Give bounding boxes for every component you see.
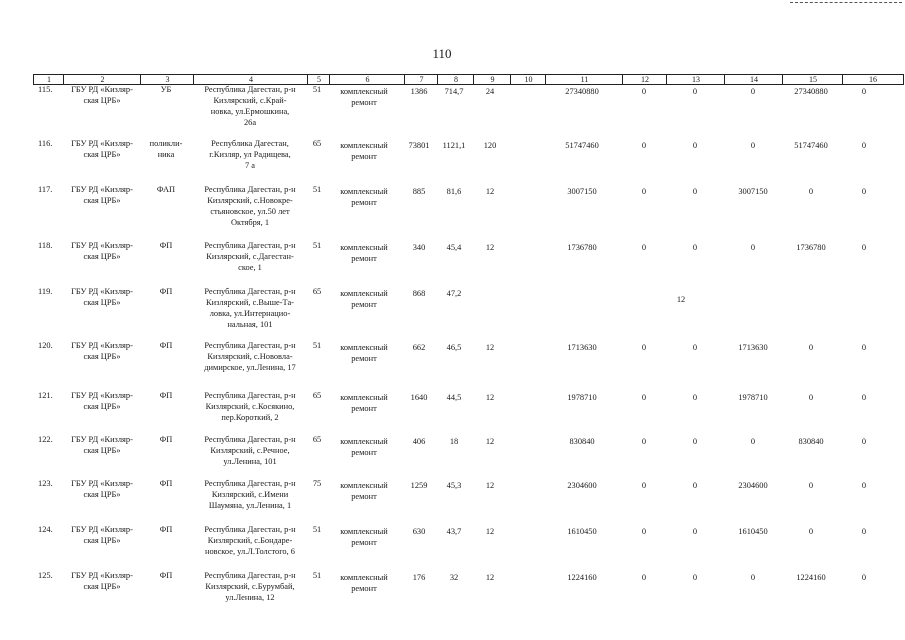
header-cell: 2 (63, 74, 141, 85)
col-16: 0 (861, 87, 867, 96)
col-16: 0 (861, 243, 867, 252)
header-cell: 16 (842, 74, 904, 85)
org-name: ГБУ РД «Кизляр- ская ЦРБ» (71, 525, 133, 545)
org-name: ГБУ РД «Кизляр- ская ЦРБ» (71, 391, 133, 411)
work-type: комплексный ремонт (340, 527, 388, 547)
facility-type: ФП (159, 287, 173, 296)
col-13: 0 (692, 573, 698, 582)
col-14: 1978710 (738, 393, 768, 402)
facility-type: ФАП (156, 185, 176, 194)
org-name: ГБУ РД «Кизляр- ская ЦРБ» (71, 85, 133, 105)
col-13: 0 (692, 243, 698, 252)
col-11-total: 1610450 (567, 527, 597, 536)
col-9: 120 (483, 141, 497, 150)
col-11-total: 1713630 (567, 343, 597, 352)
col-5: 51 (312, 185, 322, 194)
facility-type: ФП (159, 435, 173, 444)
col-15: 1736780 (796, 243, 826, 252)
col-16: 0 (861, 573, 867, 582)
work-type: комплексный ремонт (340, 187, 388, 207)
col-7: 630 (412, 527, 426, 536)
header-cell: 7 (404, 74, 438, 85)
col-12: 0 (641, 437, 647, 446)
col-12: 0 (641, 141, 647, 150)
col-14: 1610450 (738, 527, 768, 536)
address: Республика Дагестан, р-н Кизлярский, с.Косякино, пер.Короткий, 2 (204, 391, 296, 422)
col-8: 18 (449, 437, 459, 446)
col-15: 0 (808, 527, 814, 536)
row-number: 117. (38, 185, 53, 194)
address: Республика Дагестан, р-н Кизлярский, с.Бурумбай, ул.Ленина, 12 (204, 571, 296, 602)
address: Республика Дагестан, р-н Кизлярский, с.Выше-Та- ловка, ул.Интернацио- нальная, 101 (204, 287, 296, 329)
col-15: 0 (808, 393, 814, 402)
address: Республика Дагестан, р-н Кизлярский, с.Новокре- стьяновское, ул.50 лет Октября, 1 (204, 185, 296, 227)
col-15: 830840 (798, 437, 824, 446)
col-8: 714,7 (444, 87, 464, 96)
col-5: 51 (312, 341, 322, 350)
work-type: комплексный ремонт (340, 481, 388, 501)
org-name: ГБУ РД «Кизляр- ская ЦРБ» (71, 185, 133, 205)
col-5: 51 (312, 525, 322, 534)
facility-type: ФП (159, 571, 173, 580)
col-9: 12 (485, 481, 495, 490)
col-5: 65 (312, 391, 322, 400)
row-number: 121. (38, 391, 53, 400)
facility-type: УБ (160, 85, 172, 94)
col-5: 65 (312, 139, 322, 148)
org-name: ГБУ РД «Кизляр- ская ЦРБ» (71, 139, 133, 159)
facility-type: ФП (159, 479, 173, 488)
col-8: 81,6 (446, 187, 462, 196)
col-5: 75 (312, 479, 322, 488)
header-cell: 1 (33, 74, 64, 85)
top-rule (790, 2, 902, 3)
col-8: 45,3 (446, 481, 462, 490)
col-12: 0 (641, 393, 647, 402)
col-13: 0 (692, 393, 698, 402)
col-7: 73801 (408, 141, 430, 150)
header-cell: 5 (307, 74, 330, 85)
col-7: 340 (412, 243, 426, 252)
row-number: 123. (38, 479, 53, 488)
col-9: 12 (485, 393, 495, 402)
col-13: 0 (692, 343, 698, 352)
col-15: 0 (808, 187, 814, 196)
col-7: 885 (412, 187, 426, 196)
header-cell: 13 (666, 74, 725, 85)
col-9: 12 (485, 343, 495, 352)
org-name: ГБУ РД «Кизляр- ская ЦРБ» (71, 341, 133, 361)
col-11-total: 830840 (569, 437, 595, 446)
col-9: 12 (485, 243, 495, 252)
facility-type: ФП (159, 341, 173, 350)
work-type: комплексный ремонт (340, 87, 388, 107)
row-number: 119. (38, 287, 53, 296)
col-7: 662 (412, 343, 426, 352)
col-8: 32 (449, 573, 459, 582)
row-number: 115. (38, 85, 53, 94)
work-type: комплексный ремонт (340, 289, 388, 309)
col-12: 0 (641, 481, 647, 490)
col-15: 1224160 (796, 573, 826, 582)
org-name: ГБУ РД «Кизляр- ская ЦРБ» (71, 479, 133, 499)
address: Республика Дагестан, р-н Кизлярский, с.Край- новка, ул.Ермошкина, 26а (204, 85, 296, 127)
facility-type: ФП (159, 525, 173, 534)
col-12: 0 (641, 343, 647, 352)
row-number: 120. (38, 341, 53, 350)
address: Республика Дагестан, р-н Кизлярский, с.Речное, ул.Ленина, 101 (204, 435, 296, 466)
col-13: 0 (692, 527, 698, 536)
header-cell: 3 (140, 74, 194, 85)
col-14: 2304600 (738, 481, 768, 490)
col-7: 1640 (410, 393, 428, 402)
address: Республика Дагестан, р-н Кизлярский, с.Дагестан- ское, 1 (204, 241, 296, 272)
header-cell: 8 (437, 74, 474, 85)
row-number: 125. (38, 571, 53, 580)
header-cell: 10 (510, 74, 546, 85)
col-12: 0 (641, 527, 647, 536)
col-16: 0 (861, 481, 867, 490)
col-8: 1121,1 (442, 141, 466, 150)
header-cell: 12 (622, 74, 667, 85)
col-14: 0 (750, 573, 756, 582)
col-8: 43,7 (446, 527, 462, 536)
col-8: 47,2 (446, 289, 462, 298)
col-15: 27340880 (794, 87, 828, 96)
header-cell: 4 (193, 74, 308, 85)
col-14: 0 (750, 243, 756, 252)
org-name: ГБУ РД «Кизляр- ская ЦРБ» (71, 435, 133, 455)
col-12: 0 (641, 243, 647, 252)
work-type: комплексный ремонт (340, 343, 388, 363)
col-16: 0 (861, 437, 867, 446)
col-16: 0 (861, 141, 867, 150)
col-7: 176 (412, 573, 426, 582)
col-15: 0 (808, 343, 814, 352)
col-14: 0 (750, 437, 756, 446)
col-13: 0 (692, 141, 698, 150)
org-name: ГБУ РД «Кизляр- ская ЦРБ» (71, 571, 133, 591)
col-14: 0 (750, 141, 756, 150)
col-5: 51 (312, 571, 322, 580)
org-name: ГБУ РД «Кизляр- ская ЦРБ» (71, 287, 133, 307)
header-cell: 6 (329, 74, 405, 85)
col-5: 51 (312, 85, 322, 94)
facility-type: поликли- ника (149, 139, 183, 159)
col-16: 0 (861, 343, 867, 352)
col-11-total: 51747460 (565, 141, 599, 150)
col-8: 44,5 (446, 393, 462, 402)
col-12: 0 (641, 573, 647, 582)
col-11-total: 1224160 (567, 573, 597, 582)
address: Республика Дагестан, р-н Кизлярский, с.Нововла- димирское, ул.Ленина, 17 (204, 341, 296, 372)
address: Республика Дагестан, р-н Кизлярский, с.Имени Шаумяна, ул.Ленина, 1 (204, 479, 296, 510)
col-11-total: 1978710 (567, 393, 597, 402)
row-number: 122. (38, 435, 53, 444)
row-number: 118. (38, 241, 53, 250)
col-16: 0 (861, 527, 867, 536)
work-type: комплексный ремонт (340, 573, 388, 593)
header-cell: 11 (545, 74, 623, 85)
col-9: 24 (485, 87, 495, 96)
col-7: 1386 (410, 87, 428, 96)
col-9: 12 (485, 187, 495, 196)
facility-type: ФП (159, 391, 173, 400)
facility-type: ФП (159, 241, 173, 250)
col-7: 868 (412, 289, 426, 298)
header-cell: 14 (724, 74, 783, 85)
col-7: 406 (412, 437, 426, 446)
col-9: 12 (485, 573, 495, 582)
address: Республика Дагестан, г.Кизляр, ул Радищева, 7 а (209, 139, 291, 170)
address: Республика Дагестан, р-н Кизлярский, с.Бондаре- новское, ул.Л.Толстого, 6 (204, 525, 296, 556)
col-16: 0 (861, 393, 867, 402)
col-13: 12 (676, 295, 686, 304)
col-12: 0 (641, 187, 647, 196)
col-13: 0 (692, 87, 698, 96)
work-type: комплексный ремонт (340, 243, 388, 263)
row-number: 116. (38, 139, 53, 148)
col-5: 65 (312, 435, 322, 444)
col-11-total: 3007150 (567, 187, 597, 196)
col-11-total: 27340880 (565, 87, 599, 96)
work-type: комплексный ремонт (340, 437, 388, 457)
col-14: 3007150 (738, 187, 768, 196)
col-8: 45,4 (446, 243, 462, 252)
col-15: 51747460 (794, 141, 828, 150)
col-15: 0 (808, 481, 814, 490)
col-12: 0 (641, 87, 647, 96)
col-5: 51 (312, 241, 322, 250)
col-9: 12 (485, 527, 495, 536)
header-cell: 9 (473, 74, 511, 85)
col-8: 46,5 (446, 343, 462, 352)
work-type: комплексный ремонт (340, 393, 388, 413)
col-5: 65 (312, 287, 322, 296)
row-number: 124. (38, 525, 53, 534)
org-name: ГБУ РД «Кизляр- ская ЦРБ» (71, 241, 133, 261)
col-14: 1713630 (738, 343, 768, 352)
col-7: 1259 (410, 481, 428, 490)
col-9: 12 (485, 437, 495, 446)
col-16: 0 (861, 187, 867, 196)
col-13: 0 (692, 481, 698, 490)
col-11-total: 2304600 (567, 481, 597, 490)
col-14: 0 (750, 87, 756, 96)
page-number: 110 (432, 46, 452, 61)
header-cell: 15 (782, 74, 843, 85)
col-13: 0 (692, 437, 698, 446)
work-type: комплексный ремонт (340, 141, 388, 161)
col-13: 0 (692, 187, 698, 196)
col-11-total: 1736780 (567, 243, 597, 252)
